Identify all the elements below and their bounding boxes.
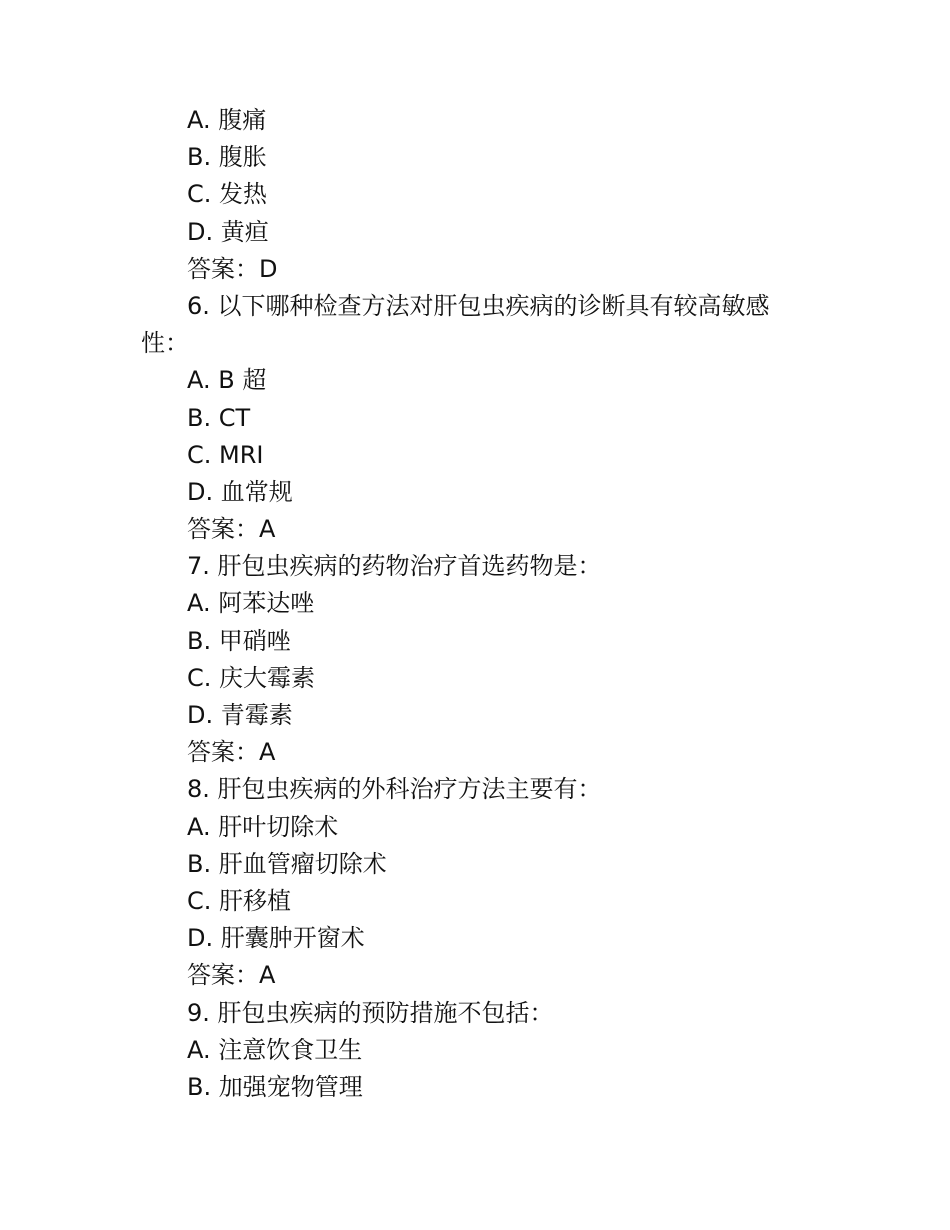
option-d-line: D. 青霉素 <box>187 701 293 729</box>
option-a-line: A. 肝叶切除术 <box>187 812 339 841</box>
option-d-line: D. 黄疸 <box>187 217 269 246</box>
option-a-line: A. 阿苯达唑 <box>187 589 315 618</box>
answer-line: 答案：A <box>187 738 276 767</box>
option-a-line: A. 注意饮食卫生 <box>187 1035 363 1064</box>
question-6-line-1: 6. 以下哪种检查方法对肝包虫疾病的诊断具有较高敏感 <box>187 291 770 320</box>
option-b-line: B. 肝血管瘤切除术 <box>187 849 387 878</box>
option-c-line: C. 发热 <box>187 180 268 209</box>
option-b-line: B. 加强宠物管理 <box>187 1072 363 1101</box>
option-b-line: B. 甲硝唑 <box>187 626 291 655</box>
option-a-line: A. B 超 <box>187 366 267 395</box>
question-9: 9. 肝包虫疾病的预防措施不包括： <box>187 998 554 1027</box>
option-c-line: C. 肝移植 <box>187 886 292 915</box>
question-6 <box>141 288 807 362</box>
option-a-line: A. 腹痛 <box>187 106 267 134</box>
question-7: 7. 肝包虫疾病的药物治疗首选药物是： <box>187 552 602 581</box>
option-d-line: D. 血常规 <box>187 477 293 506</box>
answer-line: 答案：A <box>187 515 276 544</box>
option-c-line: C. 庆大霉素 <box>187 663 316 692</box>
answer-line: 答案：A <box>187 961 276 990</box>
answer-line: 答案：D <box>187 254 278 283</box>
document-content <box>141 102 807 1106</box>
option-d-line: D. 肝囊肿开窗术 <box>187 924 365 953</box>
option-b-line: B. 腹胀 <box>187 143 267 172</box>
option-b-line: B. CT <box>187 403 251 432</box>
question-6-line-2: 性： <box>141 329 189 358</box>
option-c-line: C. MRI <box>187 440 264 469</box>
question-8: 8. 肝包虫疾病的外科治疗方法主要有： <box>187 775 602 804</box>
